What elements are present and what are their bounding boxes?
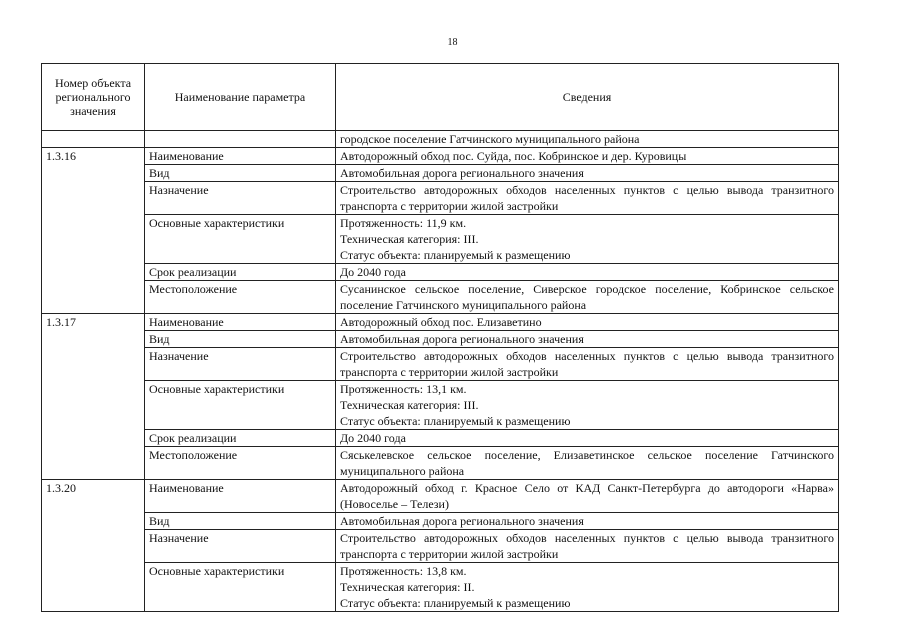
table-row	[42, 480, 839, 513]
value-line: Автомобильная дорога регионального значения	[340, 514, 584, 528]
parameter-name-cell: Вид	[145, 513, 336, 530]
header-object-number: Номер объекта регионального значения	[42, 64, 145, 131]
value-line: Статус объекта: планируемый к размещению	[340, 414, 571, 428]
value-line: Строительство автодорожных обходов населенных пунктов с целью вывода транзитного транспорта с территории жилой застройки	[340, 183, 834, 213]
parameter-value-cell	[336, 165, 839, 182]
parameter-name-cell: Вид	[145, 331, 336, 348]
parameter-name-cell: Основные характеристики	[145, 215, 336, 264]
parameter-name-cell: Местоположение	[145, 447, 336, 480]
table-row	[42, 281, 839, 314]
value-line: Строительство автодорожных обходов населенных пунктов с целью вывода транзитного транспорта с территории жилой застройки	[340, 531, 834, 561]
value-line: Автодорожный обход пос. Суйда, пос. Кобринское и дер. Куровицы	[340, 149, 687, 163]
value-line: Автомобильная дорога регионального значения	[340, 166, 584, 180]
value-line: Техническая категория: III.	[340, 398, 479, 412]
table-row	[42, 513, 839, 530]
table-row	[42, 530, 839, 563]
parameter-value-cell	[336, 430, 839, 447]
table-row	[42, 348, 839, 381]
parameter-name-cell: Срок реализации	[145, 264, 336, 281]
value-line: Техническая категория: III.	[340, 232, 479, 246]
table-row	[42, 182, 839, 215]
value-line: Протяженность: 13,1 км.	[340, 382, 467, 396]
parameter-name-cell: Назначение	[145, 348, 336, 381]
table-row	[42, 381, 839, 430]
parameter-value-cell	[336, 348, 839, 381]
parameter-value-cell	[336, 381, 839, 430]
table-row	[42, 331, 839, 348]
parameter-value-cell	[336, 148, 839, 165]
parameter-value-cell	[336, 530, 839, 563]
parameter-name-cell: Наименование	[145, 148, 336, 165]
parameter-name-cell: Назначение	[145, 182, 336, 215]
parameter-value-cell	[336, 264, 839, 281]
value-line: Статус объекта: планируемый к размещению	[340, 596, 571, 610]
value-line: Автодорожный обход пос. Елизаветино	[340, 315, 542, 329]
object-number-cell: 1.3.17	[42, 314, 145, 480]
table-row	[42, 447, 839, 480]
page-number: 18	[447, 37, 458, 48]
value-line: Сусанинское сельское поселение, Сиверское городское поселение, Кобринское сельское поселение Гатчинского муниципального района	[340, 282, 834, 312]
header-parameter-name: Наименование параметра	[145, 64, 336, 131]
value-line: До 2040 года	[340, 431, 406, 445]
parameter-name-cell: Основные характеристики	[145, 563, 336, 612]
value-line: Протяженность: 11,9 км.	[340, 216, 467, 230]
parameter-name-cell: Основные характеристики	[145, 381, 336, 430]
parameter-value-cell	[336, 480, 839, 513]
table-row-continued	[42, 131, 839, 148]
value-line: Техническая категория: II.	[340, 580, 475, 594]
table-header-row	[42, 64, 839, 131]
value-line: Сяськелевское сельское поселение, Елизаветинское сельское поселение Гатчинского муниципального района	[340, 448, 834, 478]
parameter-value-cell	[336, 331, 839, 348]
parameter-name-cell: Назначение	[145, 530, 336, 563]
parameter-name-cell: Местоположение	[145, 281, 336, 314]
object-number-cell: 1.3.16	[42, 148, 145, 314]
parameter-value-cell	[336, 447, 839, 480]
header-information: Сведения	[336, 64, 839, 131]
parameter-value-cell	[336, 563, 839, 612]
parameter-value-cell	[336, 215, 839, 264]
table-row	[42, 215, 839, 264]
parameter-name-cell: Наименование	[145, 314, 336, 331]
parameter-value-cell	[336, 182, 839, 215]
parameters-table	[41, 63, 839, 612]
value-line: Статус объекта: планируемый к размещению	[340, 248, 571, 262]
table-row	[42, 430, 839, 447]
parameter-name-cell: Наименование	[145, 480, 336, 513]
parameter-name-cell: Вид	[145, 165, 336, 182]
value-line: Строительство автодорожных обходов населенных пунктов с целью вывода транзитного транспорта с территории жилой застройки	[340, 349, 834, 379]
object-number-cell: 1.3.20	[42, 480, 145, 612]
table-row	[42, 165, 839, 182]
table-row	[42, 148, 839, 165]
parameter-value-cell	[336, 314, 839, 331]
value-line: Автомобильная дорога регионального значения	[340, 332, 584, 346]
value-line: Протяженность: 13,8 км.	[340, 564, 467, 578]
continued-info-cell: городское поселение Гатчинского муниципального района	[336, 131, 839, 148]
continued-number-cell	[42, 131, 145, 148]
table-row	[42, 264, 839, 281]
value-line: Автодорожный обход г. Красное Село от КАД Санкт-Петербурга до автодороги «Нарва» (Новоселье – Телези)	[340, 481, 834, 511]
parameter-name-cell: Срок реализации	[145, 430, 336, 447]
parameter-value-cell	[336, 281, 839, 314]
continued-name-cell	[145, 131, 336, 148]
table-row	[42, 563, 839, 612]
parameter-value-cell	[336, 513, 839, 530]
table-row	[42, 314, 839, 331]
value-line: До 2040 года	[340, 265, 406, 279]
